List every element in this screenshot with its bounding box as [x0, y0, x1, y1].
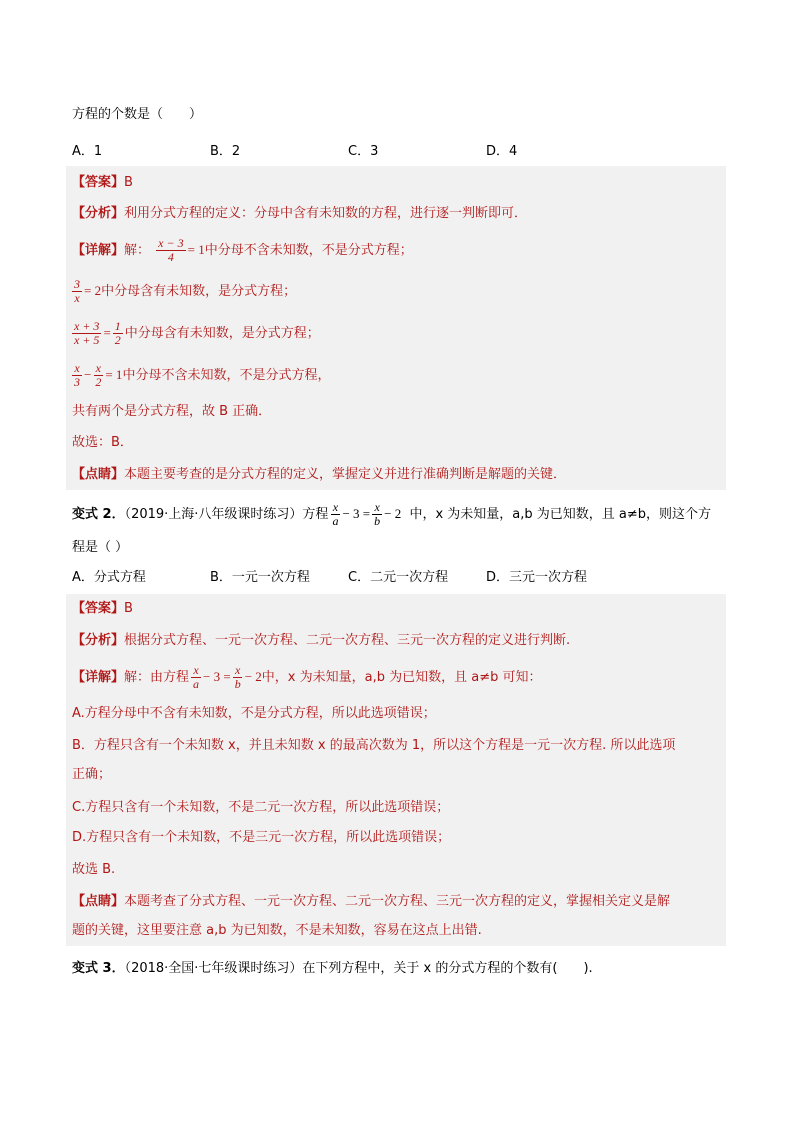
analysis-line [72, 632, 570, 650]
numerator: x [235, 663, 241, 677]
fraction [233, 664, 243, 691]
fraction [191, 664, 201, 691]
denominator: x + 5 [74, 333, 100, 347]
detail-text: 中分母含有未知数，是分式方程； [124, 326, 320, 341]
answer-value: B [124, 601, 133, 616]
comment-text: 本题主要考查的是分式方程的定义，掌握定义并进行准确判断是解题的关键． [124, 467, 567, 482]
detail-line [72, 660, 541, 695]
fraction [113, 320, 123, 347]
detail-tag: 【详解】 [72, 670, 125, 685]
option-c-explanation: C.方程只含有一个未知数，不是二元一次方程，所以此选项错误； [72, 800, 450, 815]
option-b: B．一元一次方程 [210, 570, 310, 585]
choose-line: 故选 B. [72, 862, 116, 877]
variant-label: 变式 3． [72, 961, 125, 976]
numerator: x − 3 [158, 236, 184, 250]
variant-label: 变式 2． [72, 507, 125, 522]
equation-middle: − 3 = [203, 669, 231, 684]
denominator: 2 [114, 333, 121, 347]
analysis-line [72, 205, 527, 223]
fraction [372, 501, 382, 528]
variant-2-stem [72, 497, 711, 532]
variant-2-stem-line-2: 程是（ ） [72, 540, 129, 555]
question-stem: 方程的个数是（ ） [72, 107, 203, 122]
fraction [72, 320, 101, 347]
conclusion-line: 共有两个是分式方程，故 B 正确． [72, 404, 272, 419]
option-b: B．2 [210, 144, 241, 159]
option-a-explanation: A.方程分母中不含有未知数，不是分式方程，所以此选项错误； [72, 706, 436, 721]
detail-line-3 [72, 316, 320, 351]
fraction [72, 362, 82, 389]
numerator: x [193, 663, 199, 677]
detail-line-1 [72, 233, 413, 268]
analysis-text: 根据分式方程、一元一次方程、二元一次方程、三元一次方程的定义进行判断. [124, 633, 571, 648]
variant-source: （2019·上海·八年级课时练习）方程 [124, 507, 329, 522]
option-d: D．三元一次方程 [486, 570, 588, 585]
analysis-tag: 【分析】 [72, 633, 125, 648]
denominator: 3 [74, 375, 80, 389]
numerator: x [332, 500, 339, 514]
numerator: 1 [114, 319, 121, 333]
option-b-explanation: B．方程只含有一个未知数 x，并且未知数 x 的最高次数为 1，所以这个方程是一元一次方程. 所以此选项 [72, 738, 676, 753]
option-d: D．4 [486, 144, 518, 159]
numerator: x [95, 361, 101, 375]
detail-prefix: 解：由方程 [124, 670, 190, 685]
answer-tag: 【答案】 [72, 175, 125, 190]
denominator: a [193, 677, 200, 691]
variant-3-stem [72, 960, 593, 978]
fraction [72, 278, 82, 305]
denominator: b [234, 677, 241, 691]
detail-line-2 [72, 274, 296, 309]
denominator: 2 [95, 375, 102, 389]
numerator: x + 3 [74, 319, 100, 333]
option-c: C．3 [348, 144, 379, 159]
comment-tag: 【点睛】 [72, 894, 125, 909]
equals-sign: = [103, 325, 111, 340]
option-c: C．二元一次方程 [348, 570, 449, 585]
denominator: 4 [167, 250, 174, 264]
choose-line: 故选：B． [72, 435, 133, 450]
denominator: a [332, 514, 339, 528]
minus-sign: − [84, 367, 92, 382]
stem-rest: 中，x 为未知量，a,b 为已知数，且 a≠b，则这个方 [409, 507, 712, 522]
fraction [156, 237, 185, 264]
option-d-explanation: D.方程只含有一个未知数，不是三元一次方程，所以此选项错误； [72, 830, 451, 845]
detail-text: 中分母不含未知数，不是分式方程， [122, 368, 331, 383]
equation-rhs: = 1 [105, 367, 123, 382]
answer-value: B [124, 175, 133, 190]
fraction [330, 501, 340, 528]
option-a: A．分式方程 [72, 570, 146, 585]
detail-text: 中分母不含未知数，不是分式方程； [204, 243, 413, 258]
denominator: b [374, 514, 381, 528]
answer-line [72, 600, 133, 618]
option-a: A．1 [72, 144, 103, 159]
answer-line [72, 174, 133, 192]
equation-middle: − 3 = [342, 506, 371, 521]
numerator: x [374, 500, 380, 514]
detail-text: 中分母含有未知数，是分式方程； [101, 284, 297, 299]
analysis-tag: 【分析】 [72, 206, 125, 221]
fraction [93, 362, 103, 389]
variant-stem-text: （2018·全国·七年级课时练习）在下列方程中，关于 x 的分式方程的个数有( ). [124, 961, 593, 976]
detail-line-4 [72, 358, 330, 393]
answer-tag: 【答案】 [72, 601, 125, 616]
comment-line [72, 466, 566, 484]
numerator: 3 [74, 277, 80, 291]
denominator: x [74, 291, 80, 305]
detail-tag: 【详解】 [72, 243, 125, 258]
equation-rhs: = 2 [84, 283, 102, 298]
detail-rest: 中，x 为未知量，a,b 为已知数，且 a≠b 可知： [261, 670, 542, 685]
comment-tag: 【点睛】 [72, 467, 125, 482]
equation-tail: − 2 [244, 669, 262, 684]
comment-text: 本题考查了分式方程、一元一次方程、二元一次方程、三元一次方程的定义，掌握相关定义是解 [124, 894, 671, 909]
equation-rhs: = 1 [187, 242, 205, 257]
comment-line-2: 题的关键，这里要注意 a,b 为已知数，不是未知数，容易在这点上出错. [72, 923, 482, 938]
comment-line [72, 893, 670, 911]
analysis-text: 利用分式方程的定义：分母中含有未知数的方程，进行逐一判断即可． [124, 206, 528, 221]
detail-prefix: 解： [124, 243, 151, 258]
numerator: x [74, 361, 80, 375]
equation-tail: − 2 [384, 506, 402, 521]
option-b-explanation-cont: 正确； [72, 767, 112, 782]
